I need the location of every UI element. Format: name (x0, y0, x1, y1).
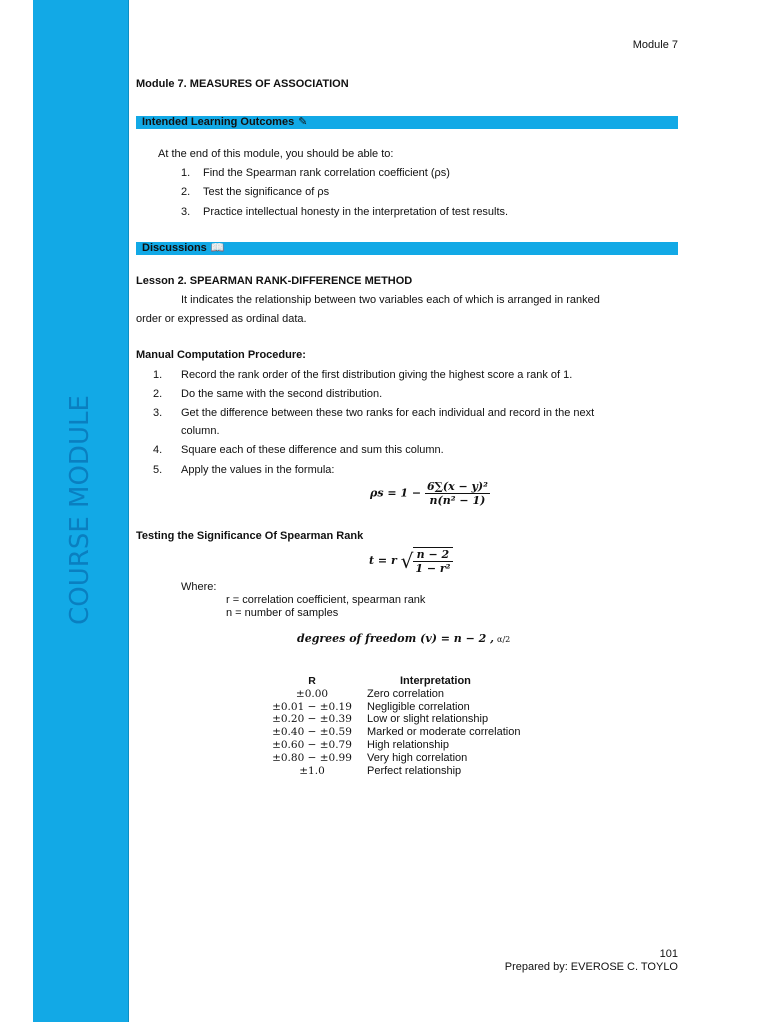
r-meaning: High relationship (367, 738, 449, 751)
t-formula-fraction (413, 547, 452, 575)
header-r: R (308, 675, 316, 687)
outcome-item: Practice intellectual honesty in the interpretation of test results. (203, 206, 509, 218)
page-number: 101 (659, 948, 678, 960)
r-range: ±0.20 − ±0.39 (272, 713, 352, 726)
r-range: ±1.0 (299, 764, 325, 777)
discussions-bar (136, 242, 678, 255)
discussions-heading: Discussions (142, 242, 207, 254)
dof-suffix: α/2 (497, 635, 511, 644)
list-number: 3. (153, 407, 163, 419)
list-number: 4. (153, 444, 163, 456)
list-number: 3. (181, 206, 191, 218)
module-title: Module 7. MEASURES OF ASSOCIATION (136, 78, 349, 90)
r-meaning: Low or slight relationship (367, 713, 489, 726)
outcomes-bar (136, 116, 678, 129)
table-row (262, 701, 600, 714)
t-formula-denominator: 1 − r² (415, 562, 451, 575)
table-row (262, 752, 600, 765)
r-meaning: Negligible correlation (367, 700, 470, 713)
spearman-formula (370, 480, 490, 507)
procedure-heading: Manual Computation Procedure: (136, 349, 306, 361)
r-range: ±0.01 − ±0.19 (272, 700, 352, 713)
formula-lhs: ρs = 1 − (370, 486, 422, 500)
formula-fraction (425, 480, 490, 507)
lesson-title: Lesson 2. SPEARMAN RANK-DIFFERENCE METHOD (136, 275, 413, 287)
list-number: 5. (153, 464, 163, 476)
procedure-step: Get the difference between these two ranks for each individual and record in the next (181, 407, 595, 419)
sqrt-sign: √ (400, 549, 414, 573)
formula-denominator: n(n² − 1) (429, 494, 486, 507)
table-row (262, 739, 600, 752)
procedure-step: Apply the values in the formula: (181, 464, 335, 476)
r-meaning: Perfect relationship (367, 764, 462, 777)
where-label: Where: (181, 581, 217, 593)
table-row (262, 726, 600, 739)
table-row (262, 713, 600, 726)
lesson-para: It indicates the relationship between two variables each of which is arranged in ranked (181, 294, 600, 306)
book-icon: 📖 (210, 242, 225, 254)
procedure-step: Do the same with the second distribution. (181, 388, 383, 400)
pencil-icon: ✎ (298, 116, 308, 128)
list-number: 2. (153, 388, 163, 400)
outcome-item: Test the significance of ρs (203, 186, 330, 198)
degrees-of-freedom (297, 632, 510, 645)
procedure-step: Record the rank order of the first distribution giving the highest score a rank of 1. (181, 369, 573, 381)
dof-formula: degrees of freedom (v) = n − 2 , (297, 632, 494, 645)
r-range: ±0.40 − ±0.59 (272, 726, 352, 739)
table-header (262, 675, 600, 688)
interpretation-table (262, 675, 600, 777)
r-meaning: Very high correlation (367, 751, 468, 764)
procedure-step: column. (181, 425, 220, 437)
table-row (262, 688, 600, 701)
significance-heading: Testing the Significance Of Spearman Rank (136, 530, 364, 542)
formula-numerator: 6∑(x − y)² (426, 480, 488, 493)
header-interpretation: Interpretation (400, 675, 471, 687)
r-range: ±0.80 − ±0.99 (272, 751, 352, 764)
list-number: 1. (153, 369, 163, 381)
running-header: Module 7 (632, 39, 678, 51)
outcome-item: Find the Spearman rank correlation coefficient (ρs) (203, 167, 450, 179)
t-formula-lhs: t = r (369, 554, 397, 567)
definition: r = correlation coefficient, spearman rank (226, 594, 426, 606)
t-formula (369, 547, 453, 575)
r-range: ±0.60 − ±0.79 (272, 738, 352, 751)
sidebar-label: COURSE MODULE (65, 395, 95, 625)
r-meaning: Marked or moderate correlation (367, 726, 521, 739)
r-range: ±0.00 (295, 687, 329, 700)
procedure-step: Square each of these difference and sum this column. (181, 444, 444, 456)
list-number: 1. (181, 167, 191, 179)
prepared-by: Prepared by: EVEROSE C. TOYLO (504, 961, 678, 973)
outcomes-heading: Intended Learning Outcomes (142, 116, 295, 128)
r-meaning: Zero correlation (367, 687, 445, 700)
definition: n = number of samples (226, 607, 339, 619)
table-row (262, 765, 600, 778)
outcomes-intro: At the end of this module, you should be able to: (158, 148, 394, 160)
lesson-para: order or expressed as ordinal data. (136, 313, 307, 325)
list-number: 2. (181, 186, 191, 198)
t-formula-numerator: n − 2 (413, 548, 452, 562)
